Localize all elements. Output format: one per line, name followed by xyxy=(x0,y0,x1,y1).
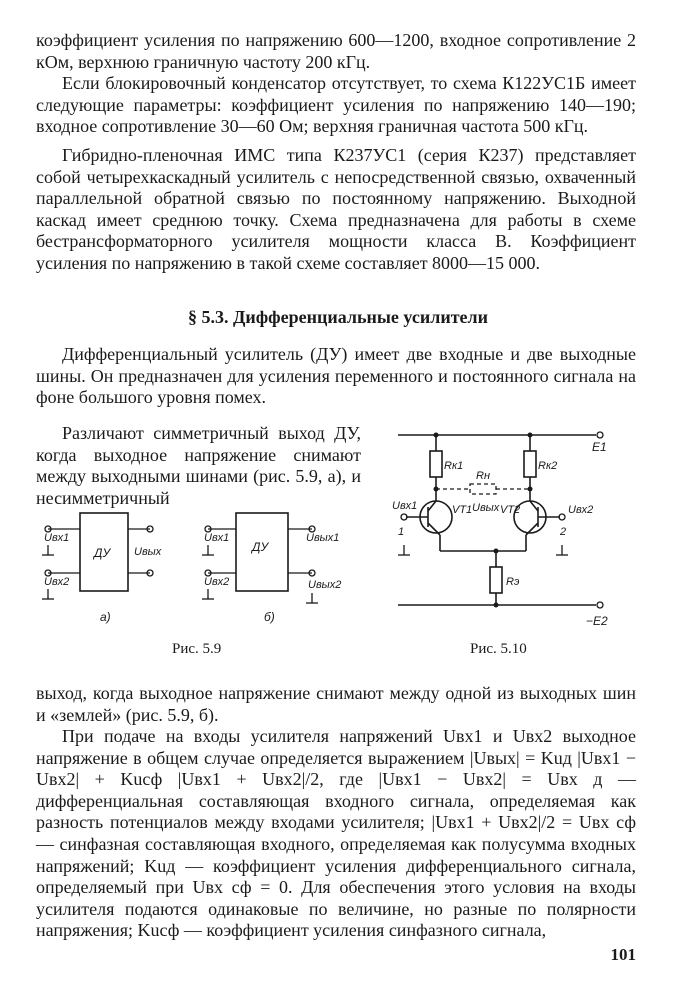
fig59a-in2-label: Uвх2 xyxy=(44,576,70,588)
paragraph-1: коэффициент усиления по напряжению 600—1200, входное сопротивление 2 кОм, верхнюю граничную частоту 200 кГц. xyxy=(36,30,636,72)
fig510-caption: Рис. 5.10 xyxy=(470,641,527,657)
page-number: 101 xyxy=(610,945,636,964)
paragraph-6: выход, когда выходное напряжение снимают между одной из выходных шин и «землей» (рис. 5.9, б). xyxy=(36,683,636,725)
fig59a-block-label: ДУ xyxy=(94,546,111,560)
fig510-vt1-label: VT1 xyxy=(452,504,473,516)
fig510-pin1-label: 1 xyxy=(398,526,405,538)
figure-5-9b xyxy=(196,505,366,635)
fig510-in1-label: Uвх1 xyxy=(392,500,418,512)
fig59b-out1-label: Uвых1 xyxy=(306,532,340,544)
paragraph-5: Различают симметричный выход ДУ, когда выходное напряжение снимают между выходными шинами (рис. 5.9, а), и несимметричный xyxy=(36,423,361,508)
section-heading: § 5.3. Дифференциальные усилители xyxy=(187,307,489,327)
fig510-vt2-label: VT2 xyxy=(500,504,521,516)
paragraph-7: При подаче на входы усилителя напряжений Uвх1 и Uвх2 выходное напряжение в общем случае определяется выражением |Uвых| = Kuд |Uвх1 − Uвх2| + Kuсф |Uвх1 + Uвх2|/2, где |Uвх1 − Uвх2| = Uвх д — дифференциальная составляющая входного сигнала, определяемая как разность потенциалов между входами усилителя; |Uвх1 + Uвх2|/2 = Uвх сф — синфазная составляющая входного, определяемая как полусумма входных напряжений; Kuд — коэффициент усиления дифференциального сигнала, определяемый при Uвх сф = 0. Для обеспечения этого условия на входы усилителя подаются одинаковые по величине, но разные по полярности напряжения; Kuсф — коэффициент усиления синфазного сигнала, xyxy=(36,726,636,941)
fig510-e2-label: −E2 xyxy=(586,614,608,628)
figure-5-9a xyxy=(36,505,176,635)
fig59a-in1-label: Uвх1 xyxy=(44,532,70,544)
paragraph-3: Гибридно-пленочная ИМС типа К237УС1 (серия К237) представляет собой четырехкаскадный усилитель с непосредственной связью, охваченный параллельной обратной связью по постоянному напряжению. Выходной каскад имеет среднюю точку. Схема предназначена для работы в схеме бестрансформаторного усилителя мощности класса В. Коэффициент усиления по напряжению в такой схеме составляет 8000—15 000. xyxy=(36,145,636,273)
paragraph-4: Дифференциальный усилитель (ДУ) имеет две входные и две выходные шины. Он предназначен для усиления переменного и постоянного сигнала на фоне большого уровня помех. xyxy=(36,344,636,408)
fig510-re-label: Rэ xyxy=(506,576,520,588)
fig59a-out-label: Uвых xyxy=(134,546,162,558)
fig510-rk1-label: Rк1 xyxy=(444,460,464,472)
fig510-e1-label: E1 xyxy=(592,440,607,454)
fig59b-sub-label: б) xyxy=(264,610,275,624)
fig510-pin2-label: 2 xyxy=(560,526,567,538)
fig59b-out2-label: Uвых2 xyxy=(308,579,342,591)
fig59b-block-label: ДУ xyxy=(252,540,269,554)
fig510-in2-label: Uвх2 xyxy=(568,504,594,516)
fig510-rn-label: Rн xyxy=(476,470,490,482)
fig59b-in1-label: Uвх1 xyxy=(204,532,230,544)
fig59b-in2-label: Uвх2 xyxy=(204,576,230,588)
fig510-out-label: Uвых xyxy=(472,502,500,514)
fig59-caption: Рис. 5.9 xyxy=(172,641,222,657)
paragraph-2: Если блокировочный конденсатор отсутствует, то схема К122УС1Б имеет следующие параметры: коэффициент усиления по напряжению 140—190; входное сопротивление 30—60 Ом; верхняя граничная частота 500 кГц. xyxy=(36,73,636,137)
figure-5-10-circuit xyxy=(392,425,632,635)
fig510-rk2-label: Rк2 xyxy=(538,460,558,472)
fig59a-sub-label: а) xyxy=(100,610,111,624)
